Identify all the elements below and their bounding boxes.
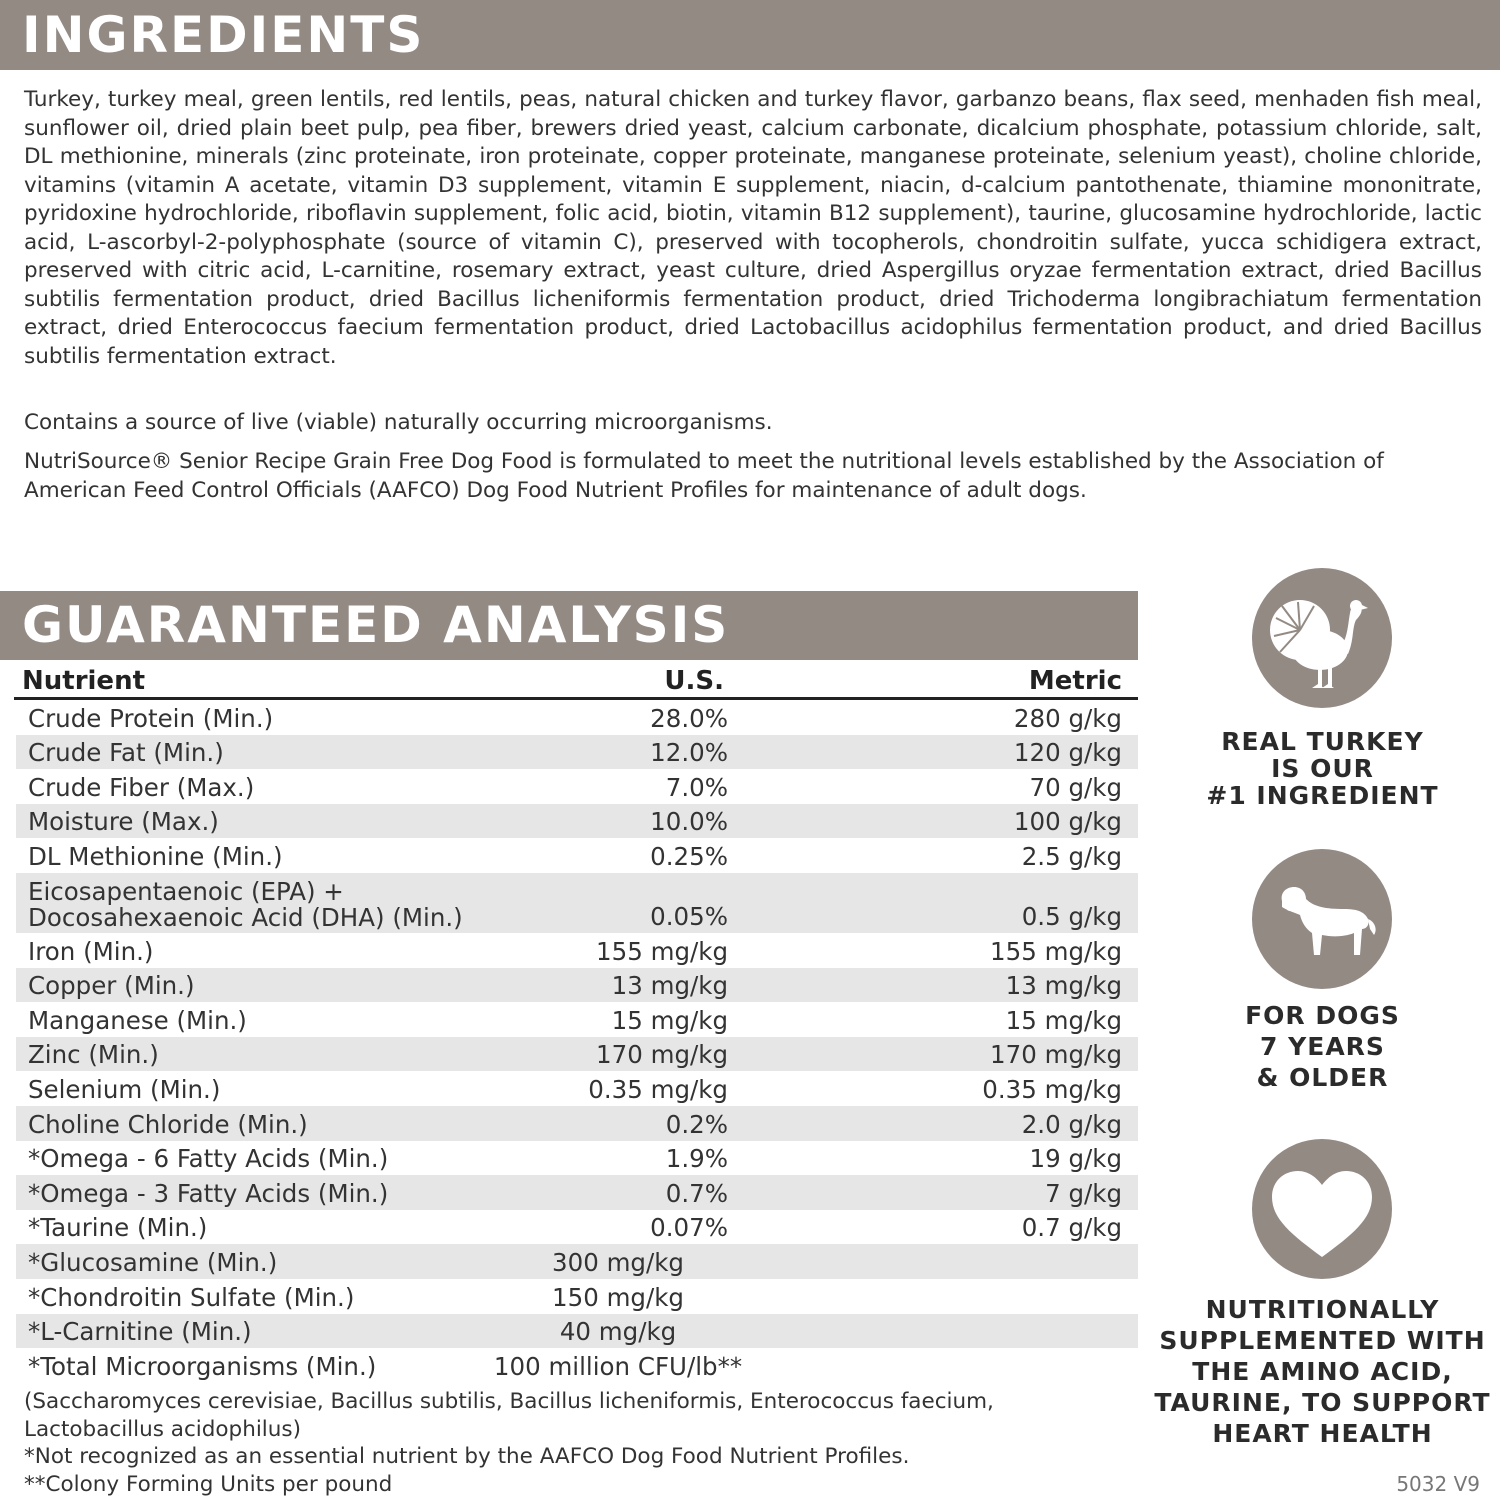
us-value: 28.0% [650, 703, 728, 733]
version-code: 5032 V9 [1396, 1472, 1480, 1496]
us-value: 0.07% [650, 1213, 728, 1243]
dog-icon [1252, 849, 1392, 989]
guaranteed-analysis-table [0, 666, 1138, 1383]
claim-taurine [1150, 1294, 1495, 1449]
us-value: 0.2% [665, 1109, 728, 1139]
nutrient-name: Eicosapentaenoic (EPA) + Docosahexaenoic Acid (DHA) (Min.) [28, 876, 463, 932]
claim-senior-dogs-text: FOR DOGS 7 YEARS & OLDER [1245, 1001, 1400, 1092]
us-value: 0.35 mg/kg [588, 1074, 728, 1104]
metric-value: 13 mg/kg [1005, 971, 1122, 1001]
table-row [16, 838, 1138, 873]
footnotes [24, 1388, 1134, 1498]
footnote-aafco: *Not recognized as an essential nutrient by the AAFCO Dog Food Nutrient Profiles. [24, 1444, 910, 1469]
table-row [16, 1175, 1138, 1210]
us-value: 10.0% [650, 807, 728, 837]
us-value: 0.05% [650, 901, 728, 931]
table-row [16, 1037, 1138, 1072]
ingredients-title: INGREDIENTS [22, 6, 425, 64]
footnote-cfu: **Colony Forming Units per pound [24, 1471, 393, 1497]
nutrient-name: DL Methionine (Min.) [28, 841, 283, 871]
nutrient-name: *L-Carnitine (Min.) [28, 1317, 252, 1347]
nutrient-name: Crude Protein (Min.) [28, 703, 274, 733]
nutrient-name: *Chondroitin Sulfate (Min.) [28, 1282, 355, 1312]
nutrient-name: *Taurine (Min.) [28, 1213, 208, 1243]
us-value: 7.0% [665, 772, 728, 802]
nutrient-name: Selenium (Min.) [28, 1074, 221, 1104]
us-value: 15 mg/kg [611, 1005, 728, 1035]
us-value: 12.0% [650, 738, 728, 768]
table-row [16, 1210, 1138, 1245]
table-row [16, 1348, 1138, 1383]
aafco-statement: NutriSource® Senior Recipe Grain Free Dog Food is formulated to meet the nutritional levels established by the Association of American Feed Control Officials (AAFCO) Dog Food Nutrient Profiles for maintenance of adult dogs. [24, 449, 1384, 503]
header-nutrient: Nutrient [22, 666, 146, 696]
analysis-header [0, 591, 1138, 660]
table-row [16, 968, 1138, 1003]
nutrient-name: Iron (Min.) [28, 936, 154, 966]
nutrient-name: Moisture (Max.) [28, 807, 219, 837]
table-body [0, 700, 1138, 1383]
combined-value: 100 million CFU/lb** [493, 1351, 743, 1381]
metric-value: 0.5 g/kg [1021, 901, 1122, 931]
metric-value: 2.0 g/kg [1021, 1109, 1122, 1139]
ingredients-list: Turkey, turkey meal, green lentils, red lentils, peas, natural chicken and turkey flavor, garbanzo beans, flax seed, menhaden fish meal, sunflower oil, dried plain beet pulp, pea fiber, brewers dried yeast, calcium carbonate, dicalcium phosphate, potassium chloride, salt, DL methionine, minerals (zinc proteinate, iron proteinate, copper proteinate, manganese proteinate, selenium yeast), choline chloride, vitamins (vitamin A acetate, vitamin D3 supplement, vitamin E supplement, niacin, d-calcium pantothenate, thiamine mononitrate, pyridoxine hydrochloride, riboflavin supplement, folic acid, biotin, vitamin B12 supplement), taurine, glucosamine hydrochloride, lactic acid, L-ascorbyl-2-polyphosphate (source of vitamin C), preserved with tocopherols, chondroitin sulfate, yucca schidigera extract, preserved with citric acid, L-carnitine, rosemary extract, yeast culture, dried Aspergillus oryzae fermentation extract, dried Bacillus subtilis fermentation product, dried Bacillus licheniformis fermentation product, dried Trichoderma longibrachiatum fermentation extract, dried Enterococcus faecium fermentation product, dried Lactobacillus acidophilus fermentation product, and dried Bacillus subtilis fermentation extract. [24, 87, 1482, 369]
us-value: 13 mg/kg [611, 971, 728, 1001]
nutrient-name: Copper (Min.) [28, 971, 195, 1001]
metric-value: 19 g/kg [1029, 1144, 1122, 1174]
table-row [16, 735, 1138, 770]
metric-value: 2.5 g/kg [1021, 841, 1122, 871]
table-row [16, 873, 1138, 933]
claim-taurine-text: NUTRITIONALLY SUPPLEMENTED WITH THE AMINO ACID, TAURINE, TO SUPPORT HEART HEALTH [1154, 1295, 1491, 1448]
metric-value: 155 mg/kg [990, 936, 1122, 966]
footnote-species: (Saccharomyces cerevisiae, Bacillus subtilis, Bacillus licheniformis, Enterococcus faecium, [24, 1389, 994, 1414]
metric-value: 7 g/kg [1045, 1178, 1122, 1208]
claim-real-turkey-text: REAL TURKEY IS OUR #1 INGREDIENT [1206, 727, 1439, 810]
nutrient-name: Manganese (Min.) [28, 1005, 247, 1035]
nutrient-name: *Omega - 3 Fatty Acids (Min.) [28, 1178, 389, 1208]
metric-value: 70 g/kg [1029, 772, 1122, 802]
metric-value: 15 mg/kg [1005, 1005, 1122, 1035]
ingredients-header [0, 0, 1500, 70]
metric-value: 100 g/kg [1013, 807, 1122, 837]
us-value: 1.9% [665, 1144, 728, 1174]
table-row [16, 1141, 1138, 1176]
metric-value: 120 g/kg [1013, 738, 1122, 768]
table-row [16, 700, 1138, 735]
nutrient-name: Crude Fiber (Max.) [28, 772, 255, 802]
claim-senior-dogs [1150, 1000, 1495, 1093]
heart-icon [1252, 1139, 1392, 1279]
metric-value: 0.35 mg/kg [982, 1074, 1122, 1104]
live-microorganisms-note: Contains a source of live (viable) naturally occurring microorganisms. [24, 410, 773, 435]
us-value: 155 mg/kg [596, 936, 728, 966]
turkey-icon [1252, 568, 1392, 708]
table-row [16, 933, 1138, 968]
table-row [16, 769, 1138, 804]
nutrient-name: *Glucosamine (Min.) [28, 1247, 278, 1277]
table-row [16, 1002, 1138, 1037]
us-value: 170 mg/kg [596, 1040, 728, 1070]
us-value: 0.25% [650, 841, 728, 871]
us-value: 0.7% [665, 1178, 728, 1208]
table-row [16, 1106, 1138, 1141]
analysis-title: GUARANTEED ANALYSIS [22, 596, 730, 654]
table-row [16, 804, 1138, 839]
metric-value: 0.7 g/kg [1021, 1213, 1122, 1243]
nutrient-name: Crude Fat (Min.) [28, 738, 224, 768]
table-header [14, 666, 1138, 700]
metric-value: 170 mg/kg [990, 1040, 1122, 1070]
nutrient-name: Choline Chloride (Min.) [28, 1109, 308, 1139]
combined-value: 150 mg/kg [552, 1282, 684, 1312]
metric-value: 280 g/kg [1013, 703, 1122, 733]
claim-real-turkey [1150, 728, 1495, 809]
table-row [16, 1244, 1138, 1279]
nutrient-name: *Omega - 6 Fatty Acids (Min.) [28, 1144, 389, 1174]
header-us: U.S. [664, 666, 724, 696]
table-row [16, 1071, 1138, 1106]
nutrient-name: *Total Microorganisms (Min.) [28, 1351, 377, 1381]
table-row [16, 1314, 1138, 1349]
header-metric: Metric [1028, 666, 1122, 696]
table-row [16, 1279, 1138, 1314]
nutrient-name: Zinc (Min.) [28, 1040, 159, 1070]
combined-value: 300 mg/kg [552, 1247, 684, 1277]
combined-value: 40 mg/kg [559, 1317, 677, 1347]
footnote-species-cont: Lactobacillus acidophilus) [24, 1416, 301, 1442]
